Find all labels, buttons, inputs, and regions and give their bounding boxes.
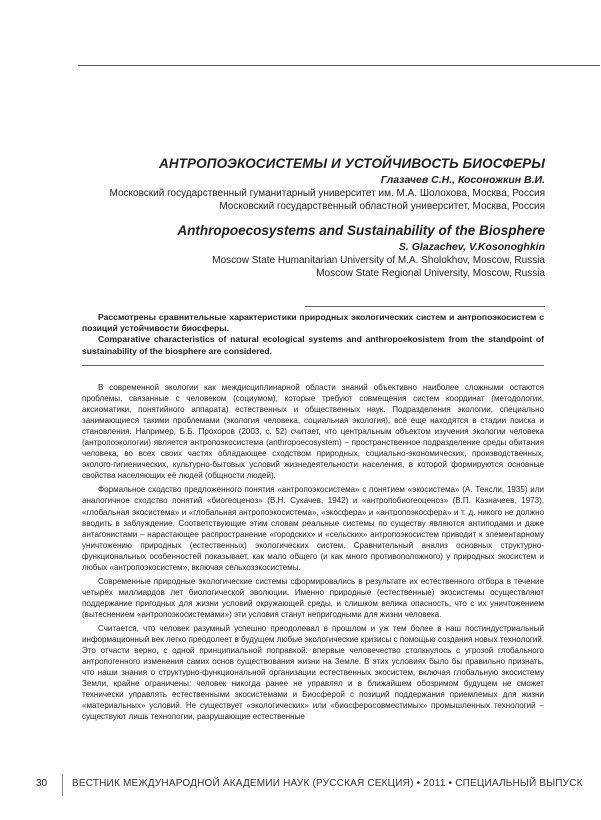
affiliation-ru-1: Московский государственный гуманитарный университет им. М.А. Шолохова, Москва, Россия — [109, 188, 545, 199]
body-paragraph: Современные природные экологические системы сформировались в результате их естественного отбора в течение четырёх миллиардов лет биологической эволюции. Именно природные (естественные) экосистемы осуществляют поддержание пригодных для жизни условий окружающей среды, и слишком велика опасность, что с их уничтожением (вытеснением «антропоэкосистемами») эти условия станут непригодными для жизни человека. — [82, 576, 544, 619]
affiliation-en-2: Moscow State Regional University, Moscow, Russia — [316, 268, 545, 279]
abstract — [82, 312, 544, 357]
body-paragraph: Формальное сходство предложенного понятия «антропоэкосистема» с понятием «экосистема» (А. Тенсли, 1935) или аналогичное сходство понятий «биогеоценоз» (В.Н. Сукачев, 1942) и «антропобиогеоценоз» (В.П. Казначеев, 1973), «глобальная экосистема» и «глобальная антропоэкосистема», «экосфера» и «антропоэкосфера» и т. д. никого не должно вводить в заблуждение. Соответствующие этим словам реальные системы по существу являются антиподами и даже антагонистами – нарастающее распространение «городских» и «сельских» антропоэкосистем приводит к элементарному уничтожению природных (естественных) экологических систем. Сравнительный анализ основных структурно-функциональных особенностей показывает, как мало общего (и как много противоположного) у природных экосистем и любых «антропоэкосистем», включая сельхозэкосистемы. — [82, 485, 544, 572]
authors-ru: Глазачев С.Н., Косоножкин В.И. — [380, 174, 545, 186]
authors-en: S. Glazachev, V.Kosonoghkin — [398, 241, 545, 253]
footer-divider — [62, 774, 63, 796]
body-paragraph: В современной экологии как междисциплинарной области знаний объективно наиболее сложными остаются проблемы, связанные с человеком (социумом), которые требуют совмещения систем координат (методологии, аксиоматики, понятийного аппарата) естественных и общественных наук. Подразделения экологии, специально занимающиеся такими проблемами (экология человека, социальная экология), всё еще находятся в стадии поиска и становления. Например, Б.Б. Прохоров (2003, с. 52) считает, что центральным объектом изучения экологии человека (антропоэкологии) является антропоэкосистема (anthropoecosystem) – пространственное подразделение среды обитания человека, во всех своих частях обладающее сходством природных, социально-экономических, производственных, эколого-гигиенических, культурно-бытовых условий жизнедеятельности населения, в которой формируются основные свойства населяющих её людей (общности людей). — [82, 383, 544, 481]
affiliation-en-1: Moscow State Humanitarian University of M.A. Sholokhov, Moscow, Russia — [212, 255, 545, 266]
abstract-top-rule — [305, 306, 545, 307]
article-title-en: Anthropoecosystems and Sustainability of the Biosphere — [177, 223, 545, 238]
body-paragraph: Считается, что человек разумный успешно преодолевал в прошлом и уж тем более в наш постиндустриальный информационный век легко преодолеет в будущем любые экологические кризисы с помощью создания новых технологий. Это отчасти верно, с одной принципиальной поправкой: впервые человечество столкнулось с угрозой глобального антропогенного изменения самих основ существования жизни на Земле. В этих условиях было бы правильно признать, что наши знания о структурно-функциональной организации естественных экосистем, включая глобальную экосистему Земли, крайне ограничены: человек никогда ранее не управлял и в ближайшем обозримом будущем не сможет технически управлять естественными экосистемами и Биосферой с позиций поддержания приемлемых для жизни «материальных» условий. Не существует «экологических» или «биосферосовместимых» промышленных технологий – существуют лишь технологии, разрушающие естественные — [82, 623, 544, 722]
abstract-bottom-rule — [82, 365, 544, 366]
body-text — [82, 382, 544, 725]
abstract-ru: Рассмотрены сравнительные характеристики природных экологических систем и антропоэкосистем с позиций устойчивости биосферы. — [82, 312, 544, 334]
abstract-en: Comparative characteristics of natural ecological systems and anthropoekosistem from the standpoint of sustainability of the biosphere are considered. — [82, 334, 544, 356]
journal-footer: ВЕСТНИК МЕЖДУНАРОДНОЙ АКАДЕМИИ НАУК (РУССКАЯ СЕКЦИЯ) • 2011 • СПЕЦИАЛЬНЫЙ ВЫПУСК — [72, 778, 583, 789]
affiliation-ru-2: Московский государственный областной университет, Москва, Россия — [219, 201, 545, 212]
header-rule — [78, 65, 600, 66]
article-title-ru: АНТРОПОЭКОСИСТЕМЫ И УСТОЙЧИВОСТЬ БИОСФЕРЫ — [159, 156, 545, 171]
page-number: 30 — [36, 778, 48, 789]
